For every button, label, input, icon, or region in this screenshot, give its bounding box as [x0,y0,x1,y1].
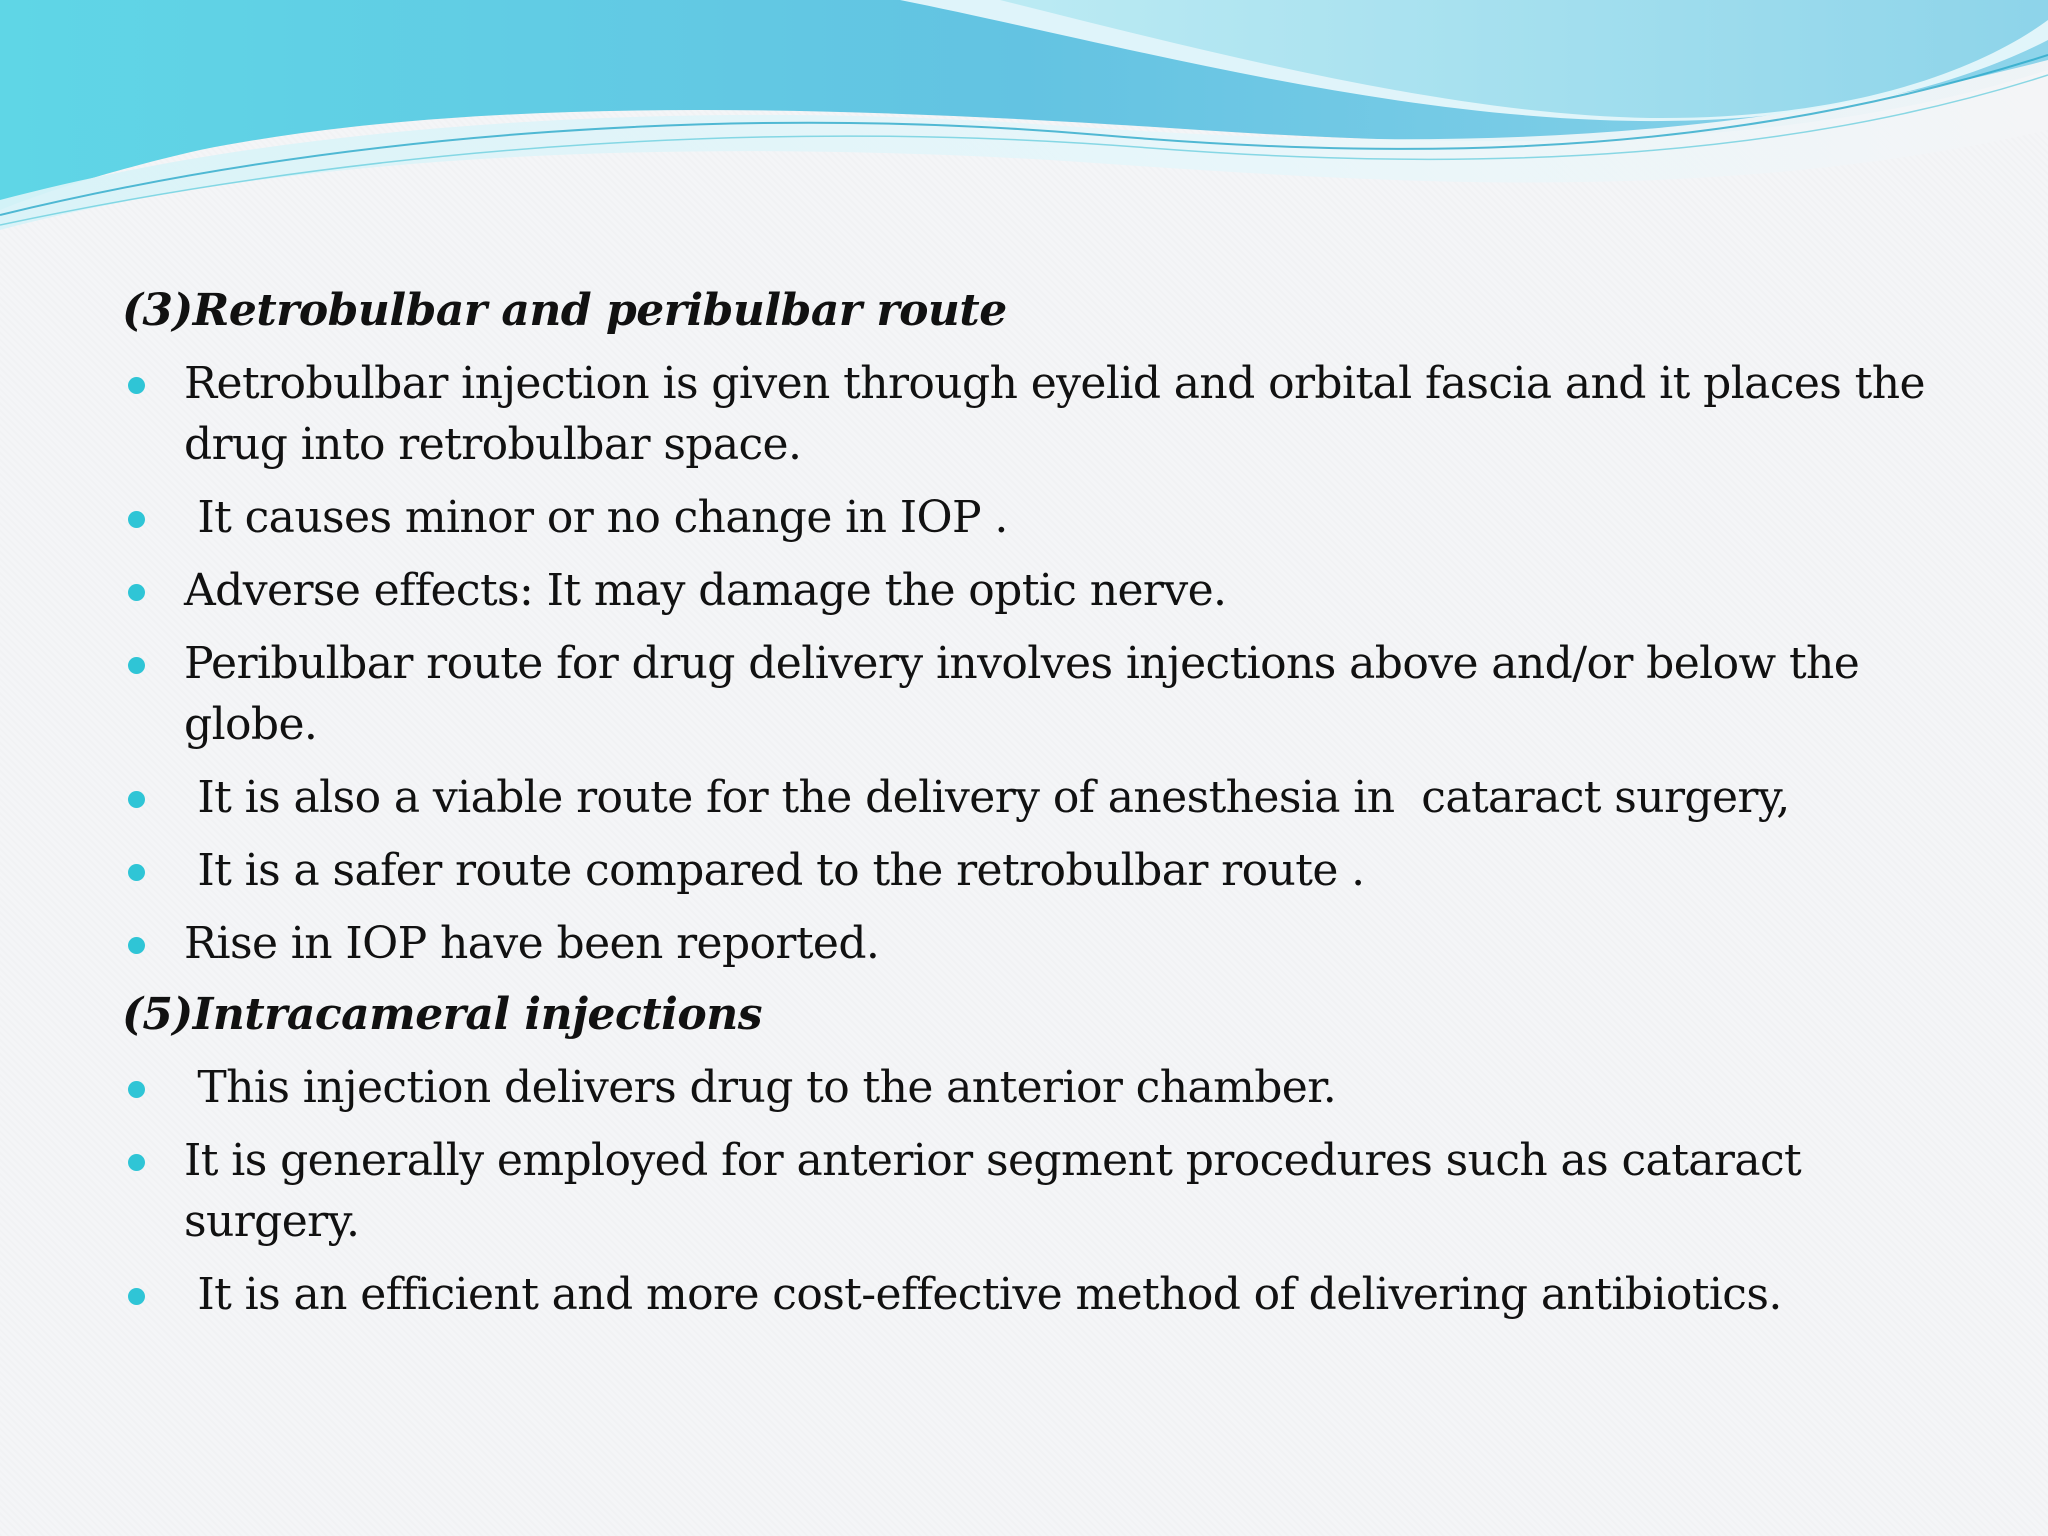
list-item: It is a safer route compared to the retrobulbar route . [122,840,1942,901]
section-heading-retrobulbar: (3)Retrobulbar and peribulbar route [122,285,1007,336]
bullet-dot-icon [128,864,145,881]
list-item: It is also a viable route for the delivery of anesthesia in cataract surgery, [122,767,1942,828]
bullet-list-retrobulbar [122,353,1942,974]
bullet-dot-icon [128,511,145,528]
wave-header-decoration [0,0,2048,240]
bullet-dot-icon [128,584,145,601]
bullet-list-intracameral [122,1057,1942,1325]
bullet-dot-icon [128,1154,145,1171]
list-item: This injection delivers drug to the anterior chamber. [122,1057,1942,1118]
bullet-dot-icon [128,657,145,674]
list-item: Rise in IOP have been reported. [122,913,1942,974]
list-item: It causes minor or no change in IOP . [122,487,1942,548]
bullet-dot-icon [128,791,145,808]
list-item: It is an efficient and more cost-effective method of delivering antibiotics. [122,1264,1942,1325]
list-item: Peribulbar route for drug delivery involves injections above and/or below the globe. [122,633,1942,755]
bullet-dot-icon [128,1081,145,1098]
slide-content [122,282,1942,1337]
bullet-dot-icon [128,377,145,394]
bullet-dot-icon [128,937,145,954]
list-item: It is generally employed for anterior segment procedures such as cataract surgery. [122,1130,1942,1252]
list-item: Adverse effects: It may damage the optic nerve. [122,560,1942,621]
section-heading-intracameral: (5)Intracameral injections [122,989,762,1040]
bullet-dot-icon [128,1288,145,1305]
list-item: Retrobulbar injection is given through eyelid and orbital fascia and it places the drug into retrobulbar space. [122,353,1942,475]
